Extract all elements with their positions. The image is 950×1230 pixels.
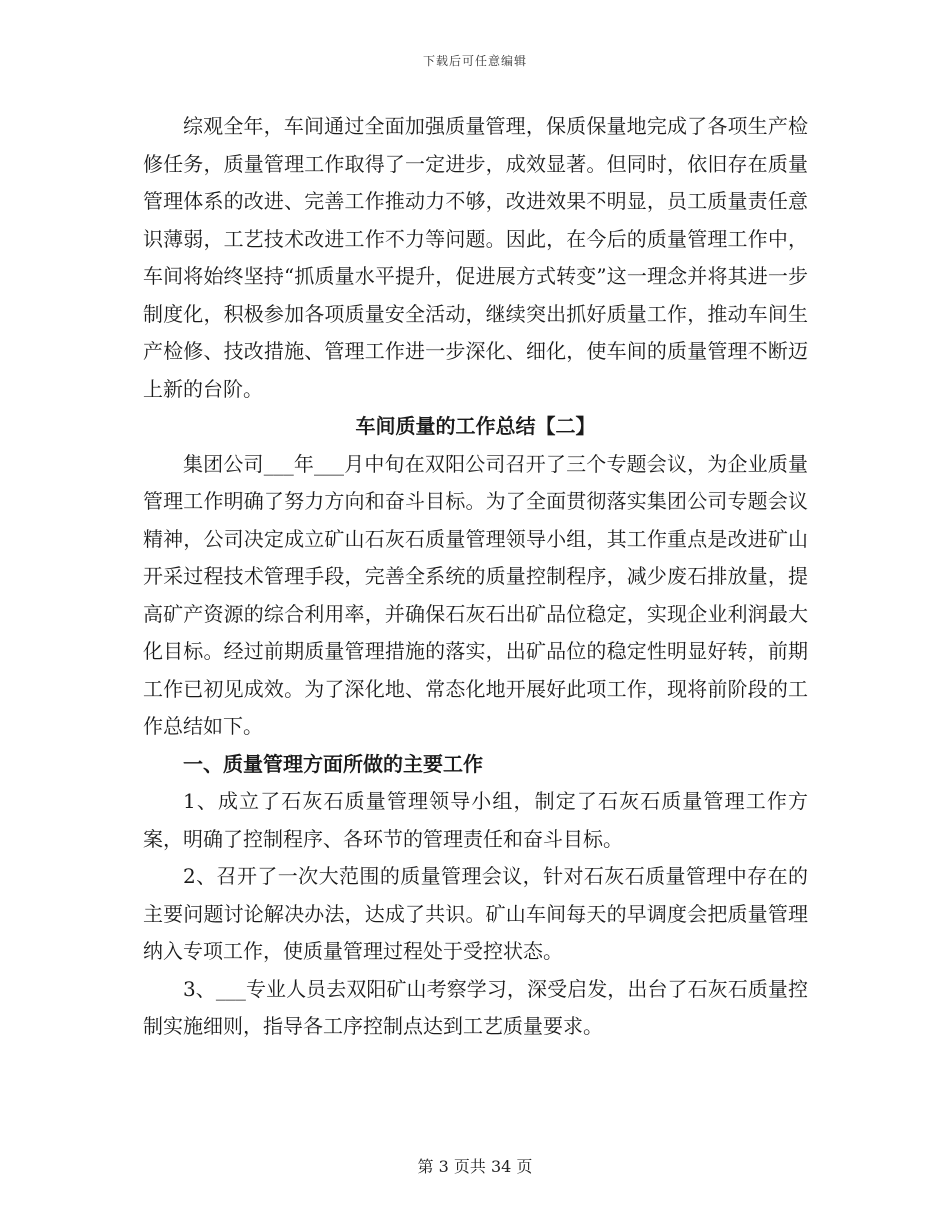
document-body xyxy=(143,108,808,1046)
page-header: 下载后可任意编辑 xyxy=(422,54,527,68)
list-item-2: 2、召开了一次大范围的质量管理会议，针对石灰石质量管理中存在的主要问题讨论解决办法，达成了共识。矿山车间每天的早调度会把质量管理纳入专项工作，使质量管理过程处于受控状态。 xyxy=(143,864,808,963)
page-footer: 第 3 页共 34 页 xyxy=(417,1157,533,1176)
section-title: 车间质量的工作总结【二】 xyxy=(355,414,596,438)
paragraph-summary: 综观全年，车间通过全面加强质量管理，保质保量地完成了各项生产检修任务，质量管理工作取得了一定进步，成效显著。但同时，依旧存在质量管理体系的改进、完善工作推动力不够，改进效果不明显，员工质量责任意识薄弱，工艺技术改进工作不力等问题。因此，在今后的质量管理工作中，车间将始终坚持“抓质量水平提升，促进展方式转变”这一理念并将其进一步制度化，积极参加各项质量安全活动，继续突出抓好质量工作，推动车间生产检修、技改措施、管理工作进一步深化、细化，使车间的质量管理不断迈上新的台阶。 xyxy=(143,114,808,401)
section-heading: 一、质量管理方面所做的主要工作 xyxy=(183,751,483,776)
list-item-1: 1、成立了石灰石质量管理领导小组，制定了石灰石质量管理工作方案，明确了控制程序、各环节的管理责任和奋斗目标。 xyxy=(143,789,808,851)
list-item-3: 3、___专业人员去双阳矿山考察学习，深受启发，出台了石灰石质量控制实施细则，指导各工序控制点达到工艺质量要求。 xyxy=(143,976,808,1038)
paragraph-intro: 集团公司___年___月中旬在双阳公司召开了三个专题会议，为企业质量管理工作明确了努力方向和奋斗目标。为了全面贯彻落实集团公司专题会议精神，公司决定成立矿山石灰石质量管理领导小组，其工作重点是改进矿山开采过程技术管理手段，完善全系统的质量控制程序，减少废石排放量，提高矿产资源的综合利用率，并确保石灰石出矿品位稳定，实现企业利润最大化目标。经过前期质量管理措施的落实，出矿品位的稳定性明显好转，前期工作已初见成效。为了深化地、常态化地开展好此项工作，现将前阶段的工作总结如下。 xyxy=(143,451,808,738)
